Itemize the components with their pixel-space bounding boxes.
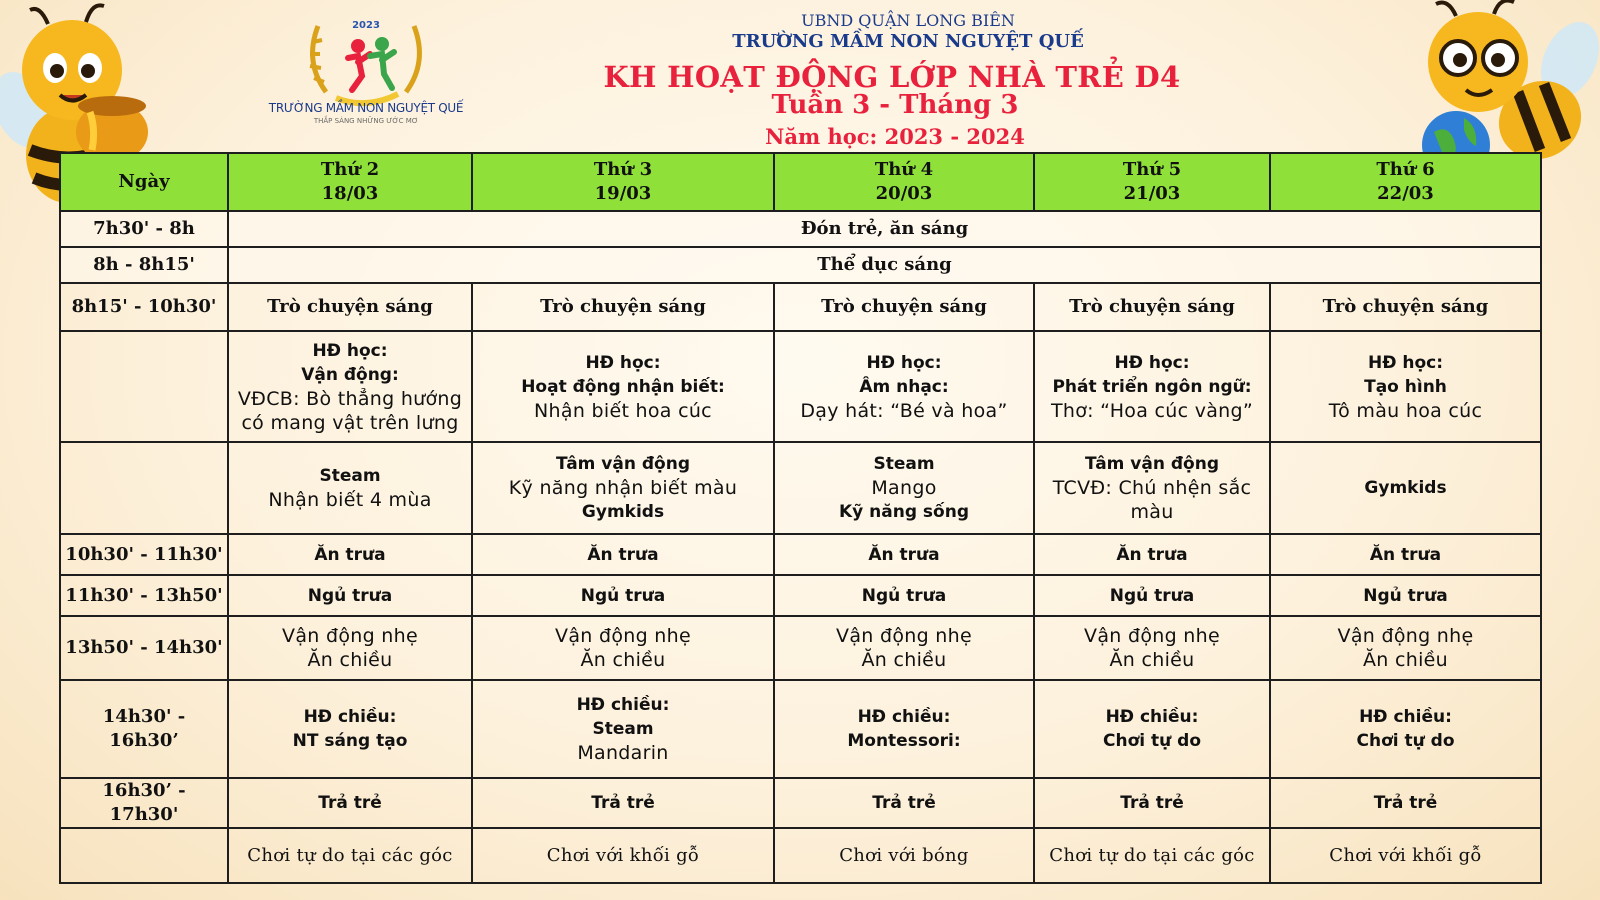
merged-activity-cell: Đón trẻ, ăn sáng <box>228 211 1541 247</box>
district-name: UBND QUẬN LONG BIÊN <box>801 11 1015 30</box>
afternoon-label: HĐ chiều: <box>1359 707 1452 727</box>
snack-line: Ăn chiều <box>1363 649 1448 671</box>
snack-cell <box>774 616 1034 680</box>
play-cell <box>1034 828 1270 883</box>
day-name: Thứ 5 <box>1122 159 1182 180</box>
lesson-subject: Phát triển ngôn ngữ: <box>1052 376 1252 397</box>
day-date: 18/03 <box>321 183 379 204</box>
snack-cell <box>1034 616 1270 680</box>
extra-cell <box>472 442 774 534</box>
extra-cell <box>1034 442 1270 534</box>
lesson-label: HĐ học: <box>866 352 942 373</box>
time-cell-empty <box>60 331 228 442</box>
activity-text: Trò chuyện sáng <box>540 296 706 317</box>
activity-text: Trò chuyện sáng <box>821 296 987 317</box>
afternoon-cell <box>1270 680 1541 778</box>
activity-text: Ăn trưa <box>587 544 659 565</box>
activity-cell <box>1270 778 1541 828</box>
row-lesson <box>60 331 1541 442</box>
time-cell: 11h30' - 13h50' <box>60 575 228 616</box>
day-header-wed <box>774 153 1034 211</box>
activity-text: Trò chuyện sáng <box>1322 296 1489 317</box>
activity-text: Ngủ trưa <box>307 585 393 606</box>
lesson-cell <box>228 331 472 442</box>
snack-line: Ăn chiều <box>1109 649 1195 671</box>
row-morning-talk <box>60 283 1541 331</box>
activity-text: Ngủ trưa <box>1109 585 1195 606</box>
time-cell: 10h30' - 11h30' <box>60 534 228 575</box>
activity-cell <box>228 283 472 331</box>
snack-line: Vận động nhẹ <box>555 625 691 647</box>
lesson-cell <box>1034 331 1270 442</box>
lesson-cell <box>472 331 774 442</box>
play-cell <box>1270 828 1541 883</box>
activity-cell <box>1034 575 1270 616</box>
time-cell: 13h50' - 14h30' <box>60 616 228 680</box>
header-row <box>60 153 1541 211</box>
day-name: Thứ 6 <box>1376 159 1435 180</box>
activity-cell <box>1034 534 1270 575</box>
snack-line: Ăn chiều <box>861 649 947 671</box>
time-cell-empty <box>60 442 228 534</box>
row-free-play <box>60 828 1541 883</box>
extra-top: Tâm vận động <box>555 454 691 474</box>
lesson-label: HĐ học: <box>312 340 388 361</box>
page-header <box>0 0 1600 152</box>
afternoon-cell <box>774 680 1034 778</box>
lesson-cell <box>1270 331 1541 442</box>
day-date: 19/03 <box>594 183 652 204</box>
time-cell: 7h30' - 8h <box>60 211 228 247</box>
activity-cell <box>1034 283 1270 331</box>
activity-text: Trả trẻ <box>318 793 382 813</box>
activity-cell <box>1270 283 1541 331</box>
activity-text: Ngủ trưa <box>580 585 666 606</box>
extra-top: Tâm vận động <box>1084 454 1220 474</box>
activity-cell <box>228 575 472 616</box>
afternoon-cell <box>472 680 774 778</box>
row-welcome <box>60 211 1541 247</box>
activity-cell <box>472 778 774 828</box>
lesson-label: HĐ học: <box>585 352 661 373</box>
activity-text: Ngủ trưa <box>1363 585 1448 606</box>
play-text: Chơi tự do tại các góc <box>1049 844 1255 866</box>
snack-line: Vận động nhẹ <box>282 625 418 647</box>
day-date: 21/03 <box>1123 183 1181 204</box>
lesson-detail: Nhận biết hoa cúc <box>534 399 712 422</box>
activity-text: Ngủ trưa <box>861 585 947 606</box>
activity-cell <box>1270 575 1541 616</box>
logo-year: 2023 <box>352 20 380 31</box>
afternoon-activity: Chơi tự do <box>1356 731 1455 751</box>
day-header-fri <box>1270 153 1541 211</box>
afternoon-activity: NT sáng tạo <box>292 731 408 751</box>
activity-cell <box>1034 778 1270 828</box>
time-cell-empty <box>60 828 228 883</box>
activity-cell <box>774 575 1034 616</box>
row-snack <box>60 616 1541 680</box>
row-nap <box>60 575 1541 616</box>
activity-cell <box>228 534 472 575</box>
afternoon-cell <box>1034 680 1270 778</box>
snack-line: Vận động nhẹ <box>1337 625 1474 647</box>
afternoon-extra: Mandarin <box>577 742 669 764</box>
lesson-detail: Thơ: “Hoa cúc vàng” <box>1050 399 1254 422</box>
snack-cell <box>228 616 472 680</box>
activity-text: Ăn trưa <box>868 544 940 565</box>
day-header-tue <box>472 153 774 211</box>
extra-cell <box>1270 442 1541 534</box>
activity-cell <box>472 575 774 616</box>
afternoon-activity: Montessori: <box>847 731 961 751</box>
afternoon-activity: Steam <box>592 719 654 739</box>
extra-middle: TCVĐ: Chú nhện sắc màu <box>1052 477 1252 523</box>
activity-cell <box>774 534 1034 575</box>
extra-cell <box>774 442 1034 534</box>
lesson-subject: Vận động: <box>301 364 399 385</box>
row-lunch <box>60 534 1541 575</box>
afternoon-label: HĐ chiều: <box>303 707 397 727</box>
afternoon-label: HĐ chiều: <box>576 695 670 715</box>
activity-text: Trả trẻ <box>1373 793 1438 813</box>
activity-text: Ăn trưa <box>1369 544 1442 565</box>
row-afternoon <box>60 680 1541 778</box>
play-cell <box>472 828 774 883</box>
afternoon-label: HĐ chiều: <box>857 707 951 727</box>
activity-cell <box>1270 534 1541 575</box>
lesson-subject: Âm nhạc: <box>859 376 949 397</box>
time-cell: 8h - 8h15' <box>60 247 228 283</box>
activity-cell <box>774 778 1034 828</box>
lesson-subject: Hoạt động nhận biết: <box>521 376 725 397</box>
day-date: 22/03 <box>1377 183 1434 204</box>
row-exercise <box>60 247 1541 283</box>
extra-cell <box>228 442 472 534</box>
afternoon-label: HĐ chiều: <box>1105 707 1199 727</box>
merged-activity-cell: Thể dục sáng <box>228 247 1541 283</box>
activity-cell <box>774 283 1034 331</box>
extra-top: Steam <box>873 454 935 474</box>
play-text: Chơi tự do tại các góc <box>247 844 453 866</box>
play-text: Chơi với khối gỗ <box>1329 844 1482 866</box>
weekly-schedule-table <box>59 152 1542 884</box>
extra-middle: Mango <box>871 477 937 499</box>
activity-cell <box>472 283 774 331</box>
lesson-subject: Tạo hình <box>1364 376 1447 397</box>
activity-text: Trò chuyện sáng <box>267 296 433 317</box>
extra-top: Steam <box>319 466 381 486</box>
time-cell: 8h15' - 10h30' <box>60 283 228 331</box>
logo-school-name: TRƯỜNG MẦM NON NGUYỆT QUẾ <box>268 101 464 115</box>
activity-text: Trò chuyện sáng <box>1069 296 1235 317</box>
extra-bottom: Gymkids <box>581 502 665 522</box>
play-cell <box>774 828 1034 883</box>
activity-text: Ăn trưa <box>1116 544 1188 565</box>
lesson-cell <box>774 331 1034 442</box>
afternoon-cell <box>228 680 472 778</box>
activity-text: Trả trẻ <box>591 793 655 813</box>
day-column-header: Ngày <box>60 153 228 211</box>
activity-text: Trả trẻ <box>872 793 936 813</box>
school-year: Năm học: 2023 - 2024 <box>765 124 1025 149</box>
activity-text: Trả trẻ <box>1120 793 1184 813</box>
logo-slogan: THẮP SÁNG NHỮNG ƯỚC MƠ <box>313 117 419 125</box>
play-text: Chơi với bóng <box>839 844 969 866</box>
week-label: Tuần 3 - Tháng 3 <box>771 90 1019 120</box>
snack-line: Vận động nhẹ <box>1084 625 1220 647</box>
lesson-detail: Tô màu hoa cúc <box>1328 399 1483 422</box>
lesson-label: HĐ học: <box>1367 352 1444 373</box>
day-header-thu <box>1034 153 1270 211</box>
snack-line: Ăn chiều <box>580 649 666 671</box>
time-cell: 14h30' - 16h30’ <box>60 680 228 778</box>
afternoon-activity: Chơi tự do <box>1103 731 1201 751</box>
extra-bottom: Kỹ năng sống <box>838 502 969 522</box>
activity-cell <box>228 778 472 828</box>
snack-line: Vận động nhẹ <box>836 625 972 647</box>
day-name: Thứ 3 <box>593 159 653 180</box>
extra-middle: Kỹ năng nhận biết màu <box>508 477 738 499</box>
snack-cell <box>472 616 774 680</box>
play-cell <box>228 828 472 883</box>
lesson-detail: VĐCB: Bò thẳng hướng có mang vật trên lưng <box>237 387 463 434</box>
play-text: Chơi với khối gỗ <box>546 844 700 866</box>
day-name: Thứ 2 <box>320 159 380 180</box>
snack-cell <box>1270 616 1541 680</box>
day-name: Thứ 4 <box>874 159 934 180</box>
lesson-label: HĐ học: <box>1114 352 1190 373</box>
extra-middle: Nhận biết 4 mùa <box>268 489 432 511</box>
lesson-detail: Dạy hát: “Bé và hoa” <box>800 399 1008 422</box>
day-date: 20/03 <box>875 183 933 204</box>
extra-top: Gymkids <box>1364 478 1447 498</box>
school-name: TRƯỜNG MẦM NON NGUYỆT QUẾ <box>732 31 1084 52</box>
row-extra <box>60 442 1541 534</box>
page-title: KH HOẠT ĐỘNG LỚP NHÀ TRẺ D4 <box>603 60 1181 94</box>
activity-cell <box>472 534 774 575</box>
activity-text: Ăn trưa <box>314 544 386 565</box>
row-pickup <box>60 778 1541 828</box>
day-header-mon <box>228 153 472 211</box>
time-cell: 16h30’ - 17h30' <box>60 778 228 828</box>
snack-line: Ăn chiều <box>307 649 393 671</box>
